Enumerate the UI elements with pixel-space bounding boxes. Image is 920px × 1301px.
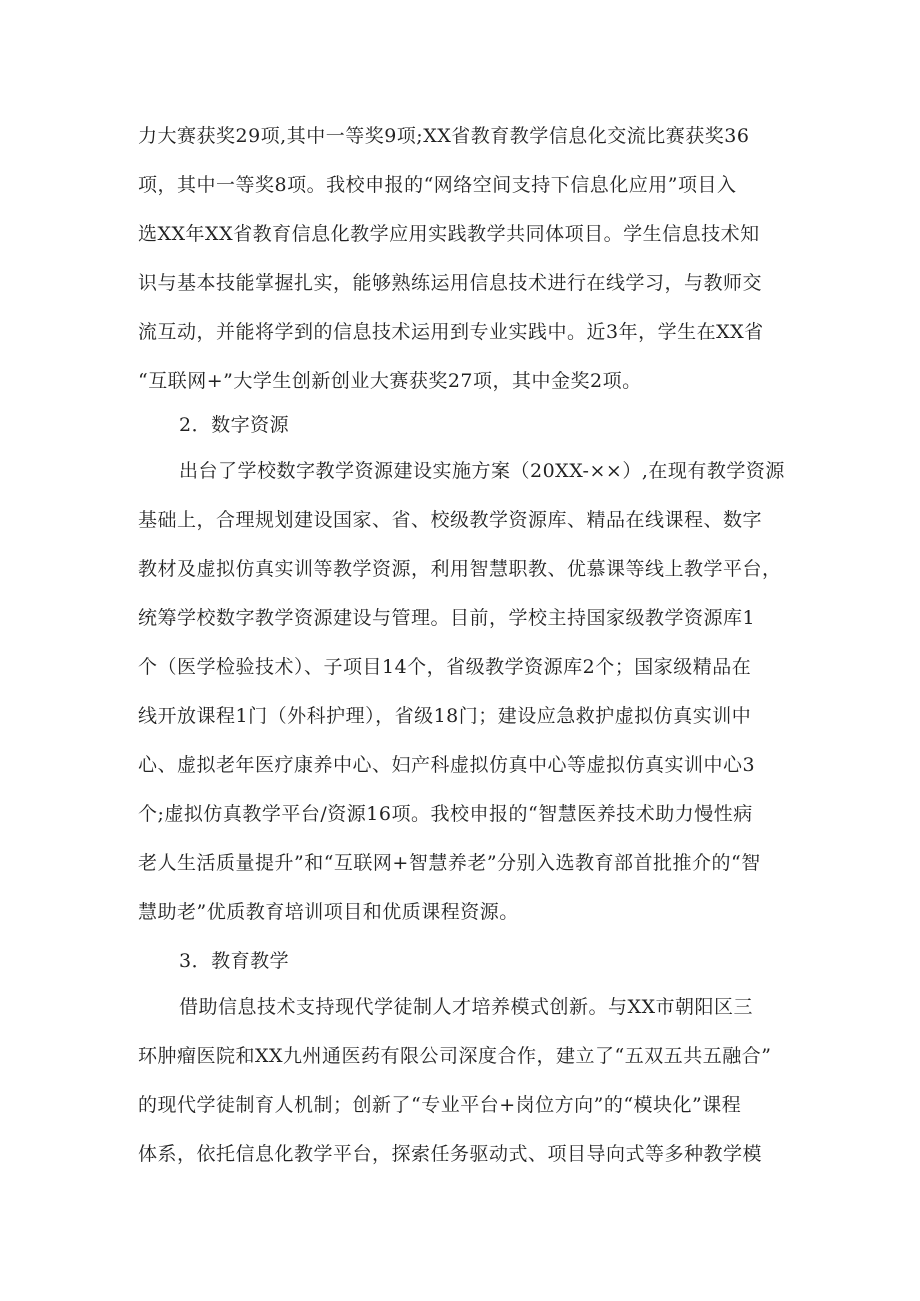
- paragraph-line: 出台了学校数字教学资源建设实施方案（20XX-××）,在现有教学资源: [179, 460, 785, 482]
- paragraph-line: 教材及虚拟仿真实训等教学资源，利用智慧职教、优慕课等线上教学平台，: [138, 558, 782, 580]
- paragraph-line: 统筹学校数字教学资源建设与管理。目前，学校主持国家级教学资源库1: [138, 607, 756, 629]
- paragraph-line: 心、虚拟老年医疗康养中心、妇产科虚拟仿真中心等虚拟仿真实训中心3: [138, 754, 756, 776]
- paragraph-line: 个（医学检验技术）、子项目14个，省级教学资源库2个；国家级精品在: [138, 656, 752, 678]
- paragraph-line: 线开放课程1门（外科护理），省级18门；建设应急救护虚拟仿真实训中: [138, 705, 752, 727]
- paragraph-line: 体系，依托信息化教学平台，探索任务驱动式、项目导向式等多种教学模: [138, 1143, 763, 1165]
- paragraph-line: 慧助老”优质教育培训项目和优质课程资源。: [138, 901, 519, 923]
- paragraph-line: 老人生活质量提升”和“互联网+智慧养老”分别入选教育部首批推介的“智: [138, 852, 761, 874]
- paragraph-line: 识与基本技能掌握扎实，能够熟练运用信息技术进行在线学习，与教师交: [138, 272, 763, 294]
- paragraph-line: “互联网+”大学生创新创业大赛获奖27项，其中金奖2项。: [138, 370, 642, 392]
- paragraph-line: 个;虚拟仿真教学平台/资源16项。我校申报的“智慧医养技术助力慢性病: [138, 803, 753, 825]
- paragraph-line: 流互动，并能将学到的信息技术运用到专业实践中。近3年，学生在XX省: [138, 321, 764, 343]
- paragraph-line: 环肿瘤医院和XX九州通医药有限公司深度合作，建立了“五双五共五融合”: [138, 1045, 772, 1067]
- paragraph-line: 选XX年XX省教育信息化教学应用实践教学共同体项目。学生信息技术知: [138, 223, 760, 245]
- paragraph-line: 的现代学徒制育人机制；创新了“专业平台+岗位方向”的“模块化”课程: [138, 1094, 742, 1116]
- paragraph-line: 力大赛获奖29项,其中一等奖9项;XX省教育教学信息化交流比赛获奖36: [138, 125, 750, 147]
- paragraph-line: 借助信息技术支持现代学徒制人才培养模式创新。与XX市朝阳区三: [179, 996, 754, 1018]
- section-heading: 2．数字资源: [179, 414, 290, 436]
- section-heading: 3．教育教学: [179, 950, 290, 972]
- paragraph-line: 基础上，合理规划建设国家、省、校级教学资源库、精品在线课程、数字: [138, 509, 763, 531]
- paragraph-line: 项，其中一等奖8项。我校申报的“网络空间支持下信息化应用”项目入: [138, 174, 737, 196]
